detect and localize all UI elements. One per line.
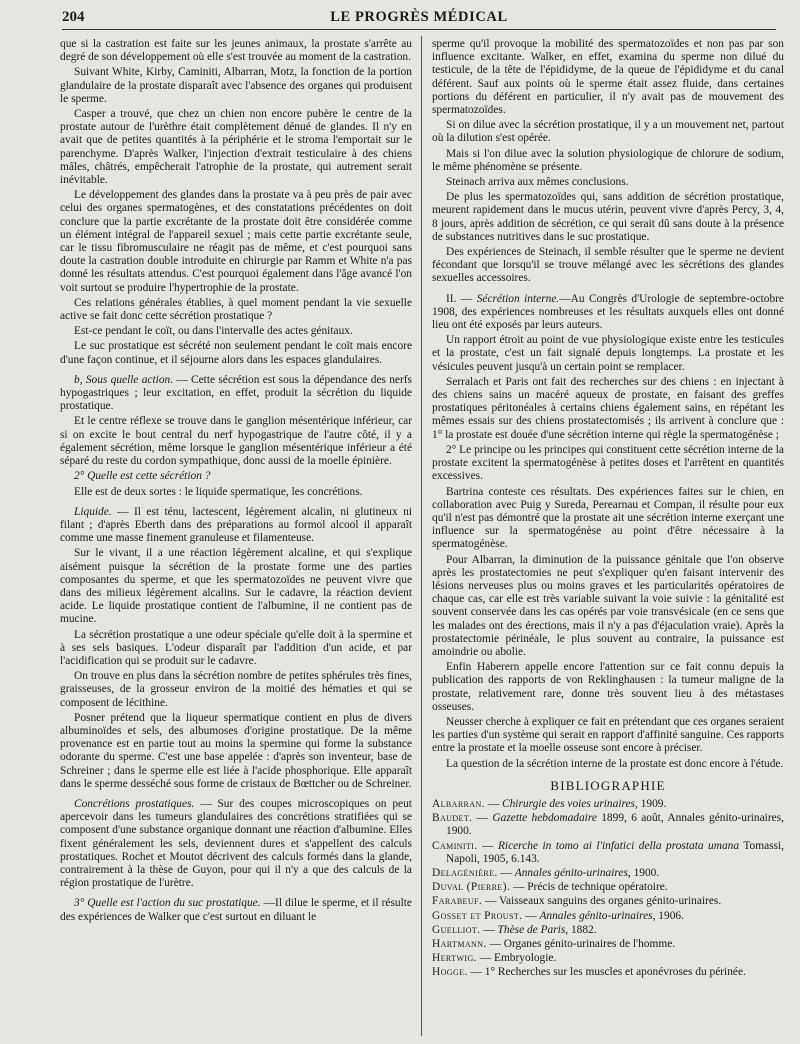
bib-tail: , 1882. bbox=[565, 923, 597, 936]
paragraph: Steinach arriva aux mêmes conclusions. bbox=[446, 176, 629, 189]
bibliography-entry bbox=[432, 798, 784, 811]
running-title: LE PROGRÈS MÉDICAL bbox=[330, 9, 508, 25]
paragraph-text: —Il dilue le sperme, et il résulte des expériences de Walker que c'est surtout en diluant le bbox=[60, 897, 412, 923]
paragraph: La sécrétion prostatique a une odeur spéciale qu'elle doit à la spermine et à ses sels basiques. L'odeur disparaît par l'addition d'un acide, et par l'acidification qui se produit sur le cadavre. bbox=[60, 628, 412, 667]
bib-author: Caminiti. bbox=[432, 839, 478, 852]
column-divider bbox=[421, 36, 422, 1036]
page-number: 204 bbox=[62, 9, 85, 25]
paragraph: Serralach et Paris ont fait des recherches sur des chiens : en injectant à des chiens sains un macéré aqueux de prostate, en faisant des greffes prostatiques péritonéales à certains chiens également sains, en répétant les mêmes essais sur des chiens prostatectomisés ; ils arrivent à conclure que : 1° la prostate est douée d'une sécrétion interne qui règle la spermatogénèse ; bbox=[432, 375, 784, 441]
bib-author: Guelliot. bbox=[432, 923, 481, 936]
page-header bbox=[62, 9, 776, 30]
bib-author: Albarran. bbox=[432, 797, 485, 810]
paragraph: Sur le vivant, il a une réaction légèrement alcaline, et qui s'explique aisément puisque la sécrétion de la prostate forme une des parties composantes du sperme, et que les spermatozoïdes ne peuvent vivre que dans des milieux légèrement alcalins. Sur le cadavre, la réaction devient acide. Le liquide prostatique contient de l'albumine, il ne contient pas de mucine. bbox=[60, 547, 412, 626]
paragraph bbox=[60, 506, 412, 546]
bib-author: Baudet. bbox=[432, 812, 473, 825]
paragraph: Casper a trouvé, que chez un chien non encore pubère le centre de la prostate autour de l'urèthre était complètement dénué de glandes. Il n'y en avait que de petites quantités à la périphérie et le stroma l'emportait sur le parenchyme. D'après Walker, l'injection d'extrait testiculaire à des chiens mâles, châtrés, empêcherait l'atrophie de la prostate, qui autrement serait inévitable. bbox=[60, 108, 412, 187]
section-heading: Sécrétion interne. bbox=[476, 292, 560, 305]
paragraph bbox=[432, 293, 784, 333]
paragraph: Le développement des glandes dans la prostate va à peu près de pair avec celui des organes spermatogènes, et des constatations précédentes on doit conclure que la partie excrétante de la prostate doit être considérée comme un élément intégral de l'appareil sexuel ; mais cette partie excrétante seule, car le tissu fibromusculaire ne réagit pas de même, et c'est pourquoi sans doute la castration double introduite en chirurgie par Ramm et White n'a pas donné les résultats attendus. C'est pourquoi également dans l'âge avancé l'on voit surtout se produire l'hypertrophie de la prostate. bbox=[60, 189, 412, 294]
bib-text: — bbox=[497, 866, 515, 879]
bib-title: Annales génito-urinaires bbox=[514, 866, 628, 879]
bib-text: — bbox=[484, 797, 502, 810]
paragraph: La question de la sécrétion interne de la prostate est donc encore à l'étude. bbox=[446, 757, 784, 770]
bib-author: Delagénière. bbox=[432, 866, 498, 879]
paragraph: On trouve en plus dans la sécrétion nombre de petites sphérules très fines, graisseuses, de la grosseur environ de la moitié des hématies et qui se composent de lécithine. bbox=[60, 670, 412, 709]
paragraph: Un rapport étroit au point de vue physiologique existe entre les testicules et la prostate, c'est un fait signalé depuis longtemps. La prostate et les vésicules peuvent jusqu'à un certain point se remplacer. bbox=[432, 334, 784, 373]
paragraph: Si on dilue avec la sécrétion prostatique, il y a un mouvement net, partout où la dilution s'est opérée. bbox=[432, 119, 784, 145]
bib-title: Chirurgie des voies urinaires bbox=[502, 797, 635, 810]
section-heading: Liquide. bbox=[74, 505, 112, 518]
bibliography-entry bbox=[432, 867, 784, 880]
bib-text: — bbox=[472, 812, 493, 825]
paragraph-text: — Sur des coupes microscopiques on peut apercevoir dans les tumeurs glandulaires des concrétions stratifiées qui se composent d'une substance organique donnant une réaction d'albumine. Elles fixent généralement les sels, deviennent dures et s'appellent des calculs prostatiques. Rochet et Moutot décrivent des calculs formés dans la glande, contrairement à la thèse de Guyon, pour qui il n'y a que des calculs de la région prostatique de l'urètre. bbox=[60, 797, 412, 890]
paragraph: Est-ce pendant le coït, ou dans l'intervalle des actes génitaux. bbox=[74, 325, 353, 338]
right-column bbox=[432, 38, 784, 1038]
section-heading: 2° Quelle est cette sécrétion ? bbox=[74, 470, 211, 483]
bibliography-entry bbox=[432, 924, 784, 937]
paragraph-text: —Au Congrès d'Urologie de septembre-octobre 1908, des expériences nombreuses et les résultats auxquels elles ont donné lieu ont été exposés par leurs auteurs. bbox=[432, 292, 784, 332]
bibliography-entry bbox=[432, 840, 784, 866]
paragraph: Posner prétend que la liqueur spermatique contient en plus de divers albuminoïdes et sels, des albumoses d'origine prostatique. De la même provenance est en partie tout au moins la spermine qui forme la substance odorante du sperme. C'est une base appelée : d'après son inventeur, base de Schreiner ; dans le sperme elle est liée à l'acide phosphorique. Elle apparaît dans le sperme desséché sous forme de cristaux de Bœttcher ou de Schreiner. bbox=[60, 711, 412, 790]
bib-title: Gazette hebdomadaire bbox=[492, 812, 597, 825]
bibliography-heading: BIBLIOGRAPHIE bbox=[550, 777, 666, 793]
bibliography-entry bbox=[432, 910, 784, 923]
bib-text: — Organes génito-urinaires de l'homme. bbox=[486, 938, 676, 950]
bib-text: — bbox=[480, 923, 498, 936]
paragraph bbox=[60, 897, 412, 923]
paragraph: Pour Albarran, la diminution de la puissance génitale que l'on observe après les prostatectomies ne peut s'expliquer qu'en faisant intervenir des lésions nerveuses plus ou moins graves et les particularités opératoires de chaque cas, car elle est très variable suivant la voie suivie : la génitalité est souvent conservée dans les cas opérés par voie transvésicale (en ce sens que les malades ont des érections, mais il n'y a pas d'éjaculation vraie). Après la prostatectomie périnéale, le plus souvent au contraire, la puissance est amoindrie ou abolie. bbox=[432, 553, 784, 658]
bibliography-entry bbox=[432, 966, 784, 979]
bib-text: — bbox=[522, 909, 540, 922]
paragraph: Le suc prostatique est sécrété non seulement pendant le coït mais encore d'une façon continue, et il séjourne alors dans les espaces glandulaires. bbox=[60, 340, 412, 366]
paragraph-text: — Cette sécrétion est sous la dépendance des nerfs hypogastriques ; leur excitation, en effet, produit la sécrétion du liquide prostatique. bbox=[60, 373, 412, 413]
paragraph bbox=[60, 798, 412, 890]
bib-text: — 1° Recherches sur les muscles et aponévroses du périnée. bbox=[467, 966, 746, 979]
bib-author: Duval (Pierre). bbox=[432, 881, 511, 894]
bib-title: Ricerche in tomo ai l'infatici della prostata umana bbox=[497, 839, 740, 852]
paragraph-text: — Il est ténu, lactescent, légèrement alcalin, ni glutineux ni filant ; d'après Eberth dans des préparations au formol alcool il apparaît comme une masse finement granuleuse et filamenteuse. bbox=[60, 505, 412, 545]
bibliography-entry bbox=[432, 895, 784, 908]
section-heading: b, Sous quelle action. bbox=[74, 373, 174, 386]
bib-text: — bbox=[477, 839, 498, 852]
bib-title: Thèse de Paris bbox=[497, 923, 566, 936]
bibliography-list bbox=[432, 798, 784, 980]
bib-author: Gosset et Proust. bbox=[432, 909, 523, 922]
paragraph: que si la castration est faite sur les jeunes animaux, la prostate s'arrête au degré de son développement où elle s'est trouvée au moment de la castration. bbox=[60, 38, 412, 64]
bib-author: Farabeuf. bbox=[432, 895, 483, 908]
paragraph bbox=[60, 374, 412, 414]
bib-text: — Précis de technique opératoire. bbox=[510, 881, 668, 894]
bib-author: Hogge. bbox=[432, 966, 468, 979]
paragraph: Mais si l'on dilue avec la solution physiologique de chlorure de sodium, le même phénomène se présente. bbox=[432, 147, 784, 173]
paragraph: sperme qu'il provoque la mobilité des spermatozoïdes et non pas par son influence excitante. Walker, en effet, examina du sperme non dilué du testicule, de la tête de l'épididyme, de la queue de l'épididyme et du canal déférent. Sauf aux points où le sperme était assez fluide, dans certaines portions du déférent en particulier, il n'y avait pas de mouvement des spermatozoïdes. bbox=[432, 38, 784, 117]
bib-title: Annales génito-urinaires bbox=[539, 909, 653, 922]
bib-tail: , 1906. bbox=[652, 909, 684, 922]
bib-author: Hartmann. bbox=[432, 938, 487, 950]
bib-tail: 1899, 6 août, Annales génito-urinaires, 1900. bbox=[446, 812, 784, 838]
section-heading: 3° Quelle est l'action du suc prostatique. bbox=[74, 897, 261, 910]
section-heading: Concrétions prostatiques. bbox=[74, 797, 195, 810]
paragraph: Suivant White, Kirby, Caminiti, Albarran, Motz, la fonction de la portion glandulaire de la prostate disparaît avec l'absence des organes qui produisent le sperme. bbox=[60, 66, 412, 105]
paragraph: Ces relations générales établies, à quel moment pendant la vie sexuelle active se fait donc cette sécrétion prostatique ? bbox=[60, 296, 412, 323]
bib-text: — Embryologie. bbox=[476, 952, 557, 965]
bib-text: — Vaisseaux sanguins des organes génito-urinaires. bbox=[482, 895, 722, 908]
bibliography-entry bbox=[432, 881, 784, 894]
bibliography-entry bbox=[432, 938, 784, 951]
bibliography-entry bbox=[432, 812, 784, 838]
paragraph: De plus les spermatozoïdes qui, sans addition de sécrétion prostatique, meurent rapidement dans le mucus utérin, peuvent vivre d'après Percy, 3, 4, 8 jours, après addition de sécrétion, ce qui serait dû sans doute à la présence de substances nutritives dans le suc prostatique. bbox=[432, 191, 784, 243]
bib-tail: , 1909. bbox=[635, 797, 667, 810]
bib-author: Hertwig. bbox=[432, 952, 477, 965]
bib-tail: , 1900. bbox=[627, 866, 660, 879]
section-number: II. — bbox=[446, 292, 477, 305]
left-column bbox=[60, 38, 412, 1038]
bibliography-entry bbox=[432, 952, 784, 965]
paragraph: Bartrina conteste ces résultats. Des expériences faites sur le chien, en collaboration avec Puig y Sureda, Perearnau et Compan, il résulte pour eux qu'il n'est pas démontré que la prostate ait une sécrétion interne exerçant une influence sur la spermatogénèse au point d'être nécessaire à la spermatogénèse. bbox=[432, 485, 784, 551]
paragraph: Elle est de deux sortes : le liquide spermatique, les concrétions. bbox=[74, 485, 363, 498]
paragraph: Et le centre réflexe se trouve dans le ganglion mésentérique inférieur, car si on excite le bout central du nerf hypogastrique de l'autre côté, il y a également sécrétion, même lorsque le ganglion mésentérique inférieur a été séparé du reste du cordon sympathique, donc aussi de la moelle épinière. bbox=[60, 415, 412, 468]
paragraph: Neusser cherche à expliquer ce fait en prétendant que ces organes seraient les parties d'un système qui serait en rapport d'affinité sanguine. Ces rapports entre la prostate et la moelle osseuse sont encore à préciser. bbox=[432, 715, 784, 755]
bib-tail: Tomassi, Napoli, 1905, 6.143. bbox=[446, 839, 784, 865]
paragraph: Des expériences de Steinach, il semble résulter que le sperme ne devient fécondant que lorsqu'il se trouve mélangé avec les sécrétions des glandes sexuelles accessoires. bbox=[432, 246, 784, 285]
paragraph: Enfin Haberern appelle encore l'attention sur ce fait connu depuis la publication des rapports de von Reklinghausen : la tumeur maligne de la prostate, relativement rare, donne très souvent lieu à des métastases osseuses. bbox=[432, 661, 784, 713]
paragraph: 2° Le principe ou les principes qui constituent cette sécrétion interne de la prostate excitent la spermatogénèse à petites doses et l'arrêtent en quantités excessives. bbox=[432, 443, 784, 483]
